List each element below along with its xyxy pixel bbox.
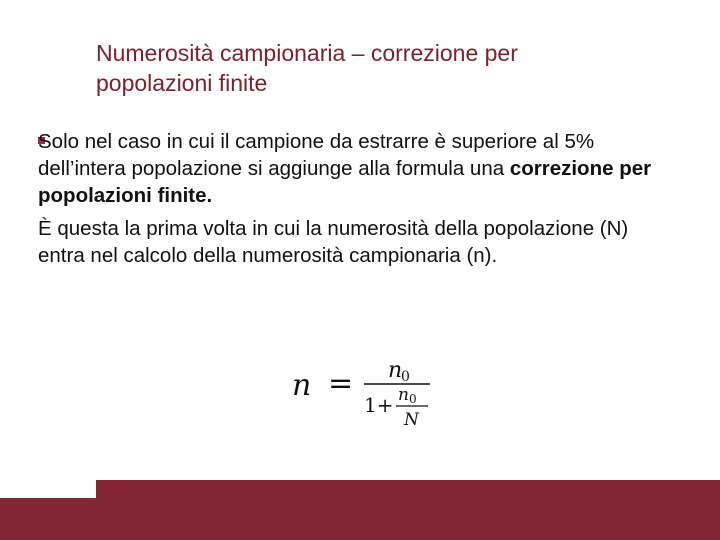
formula-svg (290, 350, 450, 440)
paragraph-1-bold: correzione per popolazioni finite. (38, 157, 652, 207)
paragraph-1-text: Solo nel caso in cui il campione da estrarre è superiore al 5% dell’intera popolazione si aggiunge alla formula una (38, 130, 595, 180)
formula-lhs: n (292, 368, 312, 403)
paragraph-2: È questa la prima volta in cui la numerosità della popolazione (N) entra nel calcolo della numerosità campionaria (n). (38, 217, 629, 267)
formula-inner-denominator: N (404, 410, 419, 430)
sample-size-formula (290, 350, 450, 440)
paragraph-1 (38, 128, 678, 209)
formula-denominator-one: 1+ (364, 393, 394, 417)
footer-bar (0, 480, 720, 540)
formula-inner-numerator-sub: 0 (409, 392, 417, 406)
footer-notch (0, 480, 96, 498)
formula-numerator-sub: 0 (401, 369, 410, 385)
slide-title-line-1: Numerosità campionaria – correzione per (96, 40, 518, 66)
formula-equals: = (328, 366, 354, 401)
slide-title-line-2: popolazioni finite (96, 70, 268, 96)
slide-title (96, 38, 696, 98)
slide-body (38, 128, 678, 275)
formula-inner-numerator: n (398, 385, 409, 405)
formula-numerator: n (388, 358, 403, 383)
